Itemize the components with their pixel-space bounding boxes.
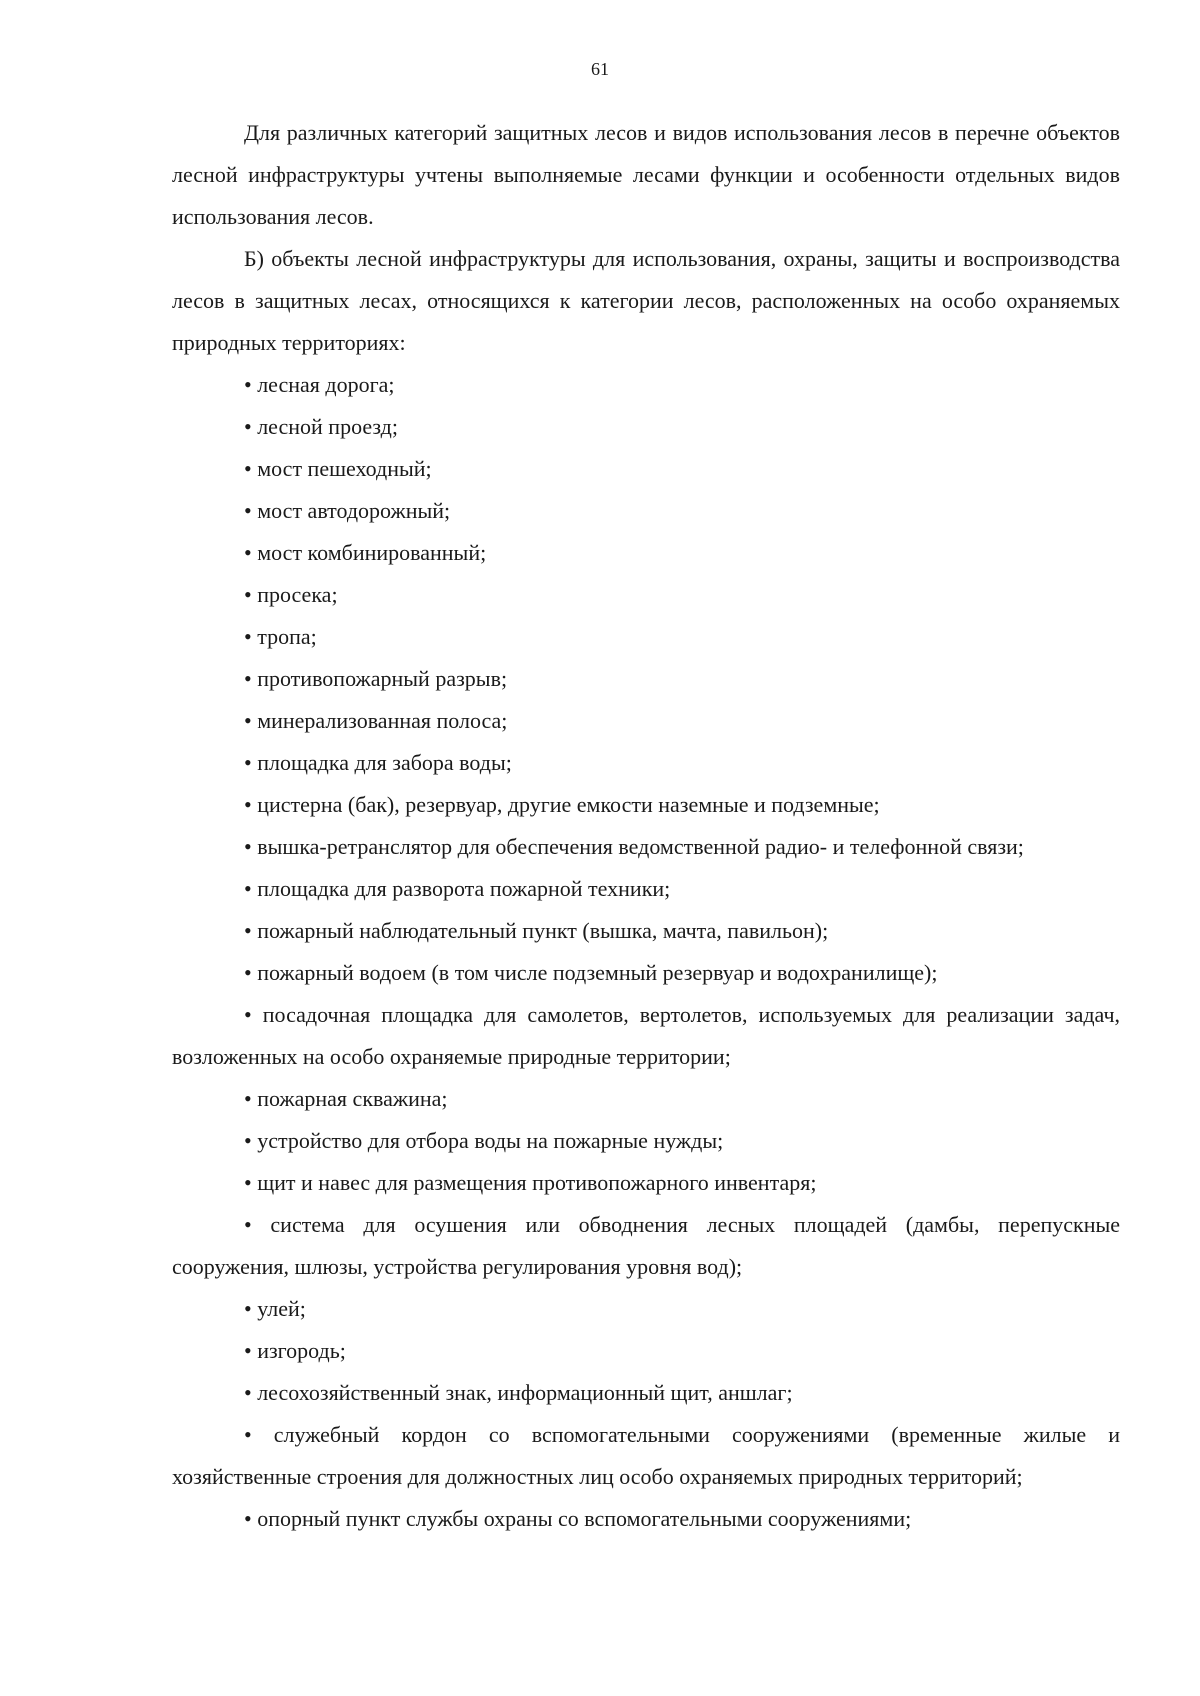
bullet-marker: • [244,372,252,397]
bullet-marker: • [244,1506,252,1531]
list-item-text: изгородь; [257,1338,346,1363]
page-number: 61 [591,59,609,79]
bullet-marker: • [244,1128,252,1153]
list-item-text: пожарный наблюдательный пункт (вышка, мачта, павильон); [257,918,829,943]
list-item-text: щит и навес для размещения противопожарного инвентаря; [257,1170,817,1195]
list-item [172,1288,1120,1330]
list-item [172,1120,1120,1162]
list-item [172,700,1120,742]
list-item-text: просека; [257,582,338,607]
bullet-marker: • [244,1338,252,1363]
list-item [172,658,1120,700]
list-item [172,490,1120,532]
list-item-text: лесной проезд; [257,414,398,439]
list-item-text: мост автодорожный; [257,498,451,523]
list-item [172,1372,1120,1414]
list-item-text: служебный кордон со вспомогательными сооружениями (временные жилые и хозяйственные строения для должностных лиц особо охраняемых природных территорий; [172,1422,1120,1489]
list-item [172,1498,1120,1540]
document-body [172,112,1120,1540]
bullet-marker: • [244,708,252,733]
bullet-marker: • [244,414,252,439]
list-item [172,1078,1120,1120]
list-item [172,616,1120,658]
list-item-text: мост комбинированный; [257,540,487,565]
bullet-marker: • [244,498,252,523]
list-item [172,868,1120,910]
bullet-marker: • [244,834,252,859]
list-item-text: улей; [257,1296,306,1321]
list-item [172,826,1120,868]
list-item-text: пожарная скважина; [257,1086,448,1111]
list-item-text: посадочная площадка для самолетов, вертолетов, используемых для реализации задач, возложенных на особо охраняемые природные территории; [172,1002,1121,1069]
infrastructure-list [172,364,1120,1540]
list-item [172,910,1120,952]
list-item [172,364,1120,406]
bullet-marker: • [244,1296,252,1321]
list-item-text: лесная дорога; [257,372,395,397]
bullet-marker: • [244,960,252,985]
bullet-marker: • [244,1380,252,1405]
list-item-text: пожарный водоем (в том числе подземный резервуар и водохранилище); [257,960,938,985]
list-item [172,406,1120,448]
bullet-marker: • [244,750,252,775]
list-item-text: мост пешеходный; [257,456,432,481]
list-item [172,1330,1120,1372]
bullet-marker: • [244,792,252,817]
list-item [172,448,1120,490]
bullet-marker: • [244,876,252,901]
list-item-text: лесохозяйственный знак, информационный щит, аншлаг; [257,1380,793,1405]
bullet-marker: • [244,540,252,565]
list-item [172,1204,1120,1288]
bullet-marker: • [244,918,252,943]
intro-paragraph: Для различных категорий защитных лесов и видов использования лесов в перечне объектов лесной инфраструктуры учтены выполняемые лесами функции и особенности отдельных видов использования лесов. [172,120,1120,229]
list-item [172,952,1120,994]
bullet-marker: • [244,1086,252,1111]
bullet-marker: • [244,1422,252,1447]
bullet-marker: • [244,1002,252,1027]
list-item [172,784,1120,826]
list-item [172,574,1120,616]
list-item-text: система для осушения или обводнения лесных площадей (дамбы, перепускные сооружения, шлюзы, устройства регулирования уровня вод); [172,1212,1121,1279]
list-item-text: тропа; [257,624,317,649]
list-item [172,532,1120,574]
bullet-marker: • [244,456,252,481]
bullet-marker: • [244,1212,252,1237]
bullet-marker: • [244,582,252,607]
bullet-marker: • [244,624,252,649]
list-item-text: противопожарный разрыв; [257,666,508,691]
bullet-marker: • [244,666,252,691]
list-item-text: опорный пункт службы охраны со вспомогательными сооружениями; [257,1506,912,1531]
list-item [172,994,1120,1078]
list-item [172,1414,1120,1498]
list-item-text: вышка-ретранслятор для обеспечения ведомственной радио- и телефонной связи; [257,834,1024,859]
list-item-text: площадка для забора воды; [257,750,512,775]
list-item-text: площадка для разворота пожарной техники; [257,876,671,901]
section-b-paragraph: Б) объекты лесной инфраструктуры для использования, охраны, защиты и воспроизводства лесов в защитных лесах, относящихся к категории лесов, расположенных на особо охраняемых природных территориях: [172,246,1120,355]
list-item-text: цистерна (бак), резервуар, другие емкости наземные и подземные; [257,792,880,817]
list-item [172,1162,1120,1204]
list-item-text: минерализованная полоса; [257,708,508,733]
list-item [172,742,1120,784]
list-item-text: устройство для отбора воды на пожарные нужды; [257,1128,724,1153]
bullet-marker: • [244,1170,252,1195]
